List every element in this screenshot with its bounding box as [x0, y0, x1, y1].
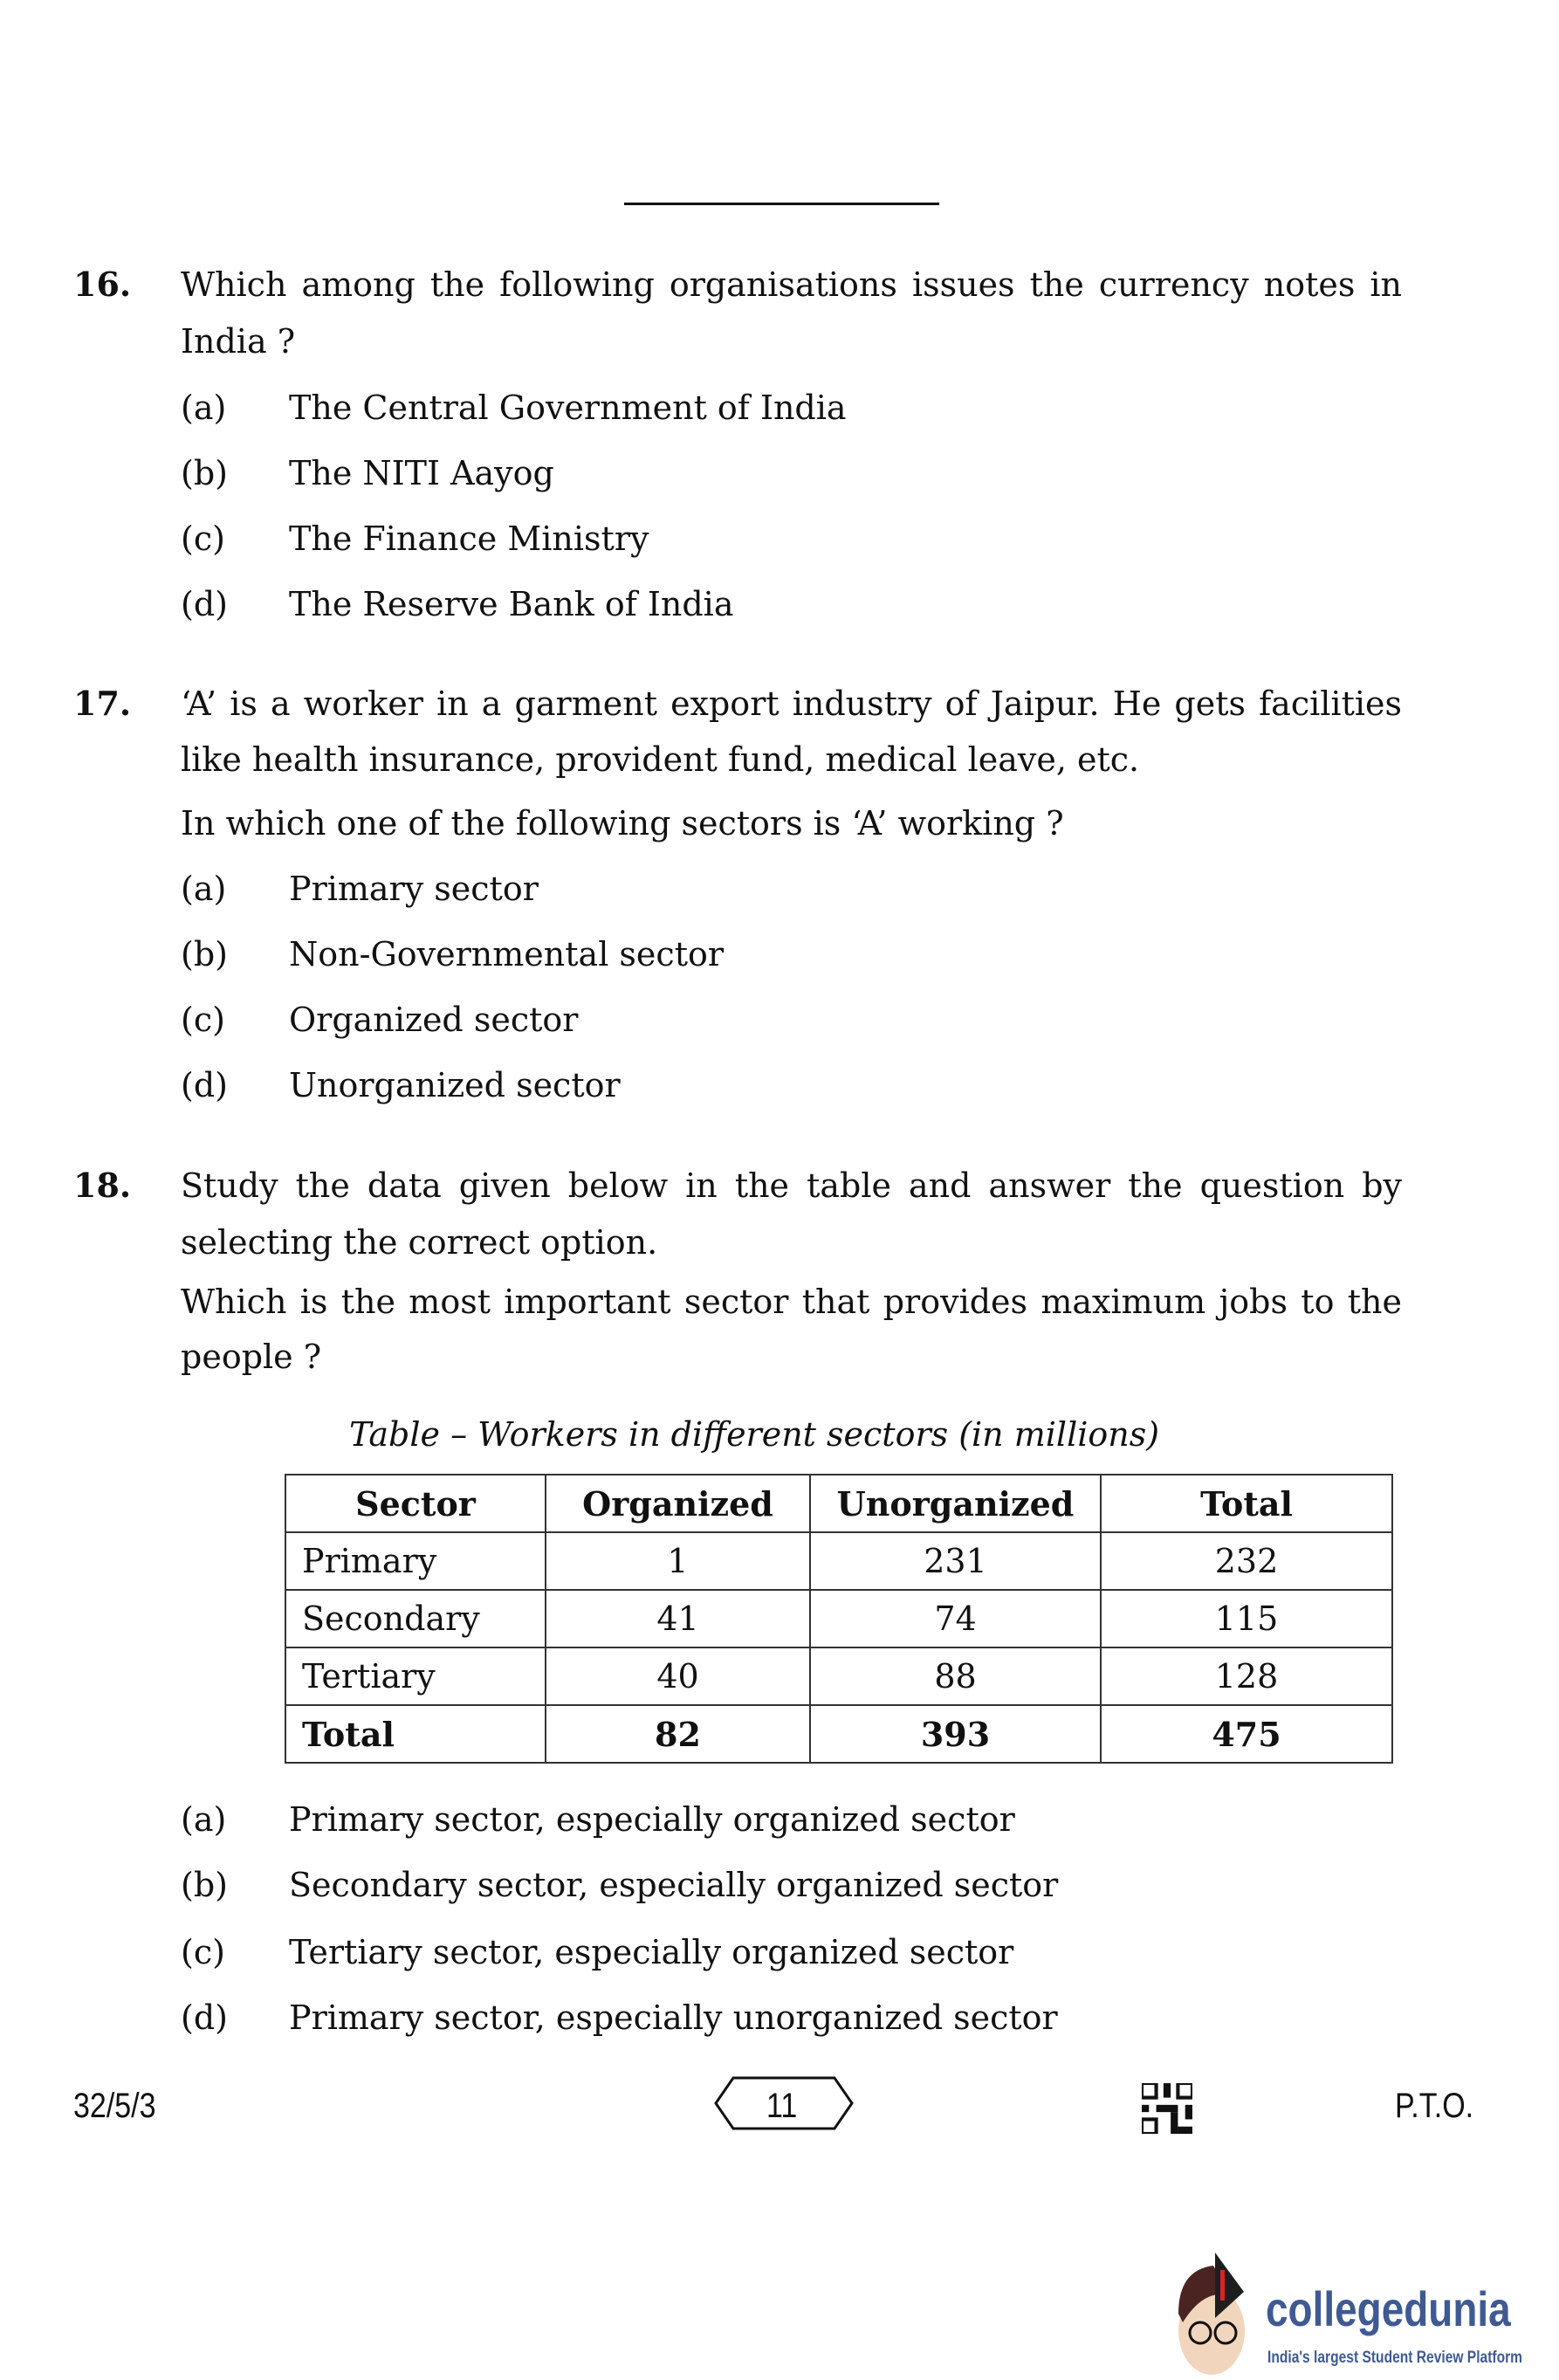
table-cell: Total — [285, 1705, 546, 1763]
qr-code-icon — [1142, 2083, 1192, 2134]
table-row — [285, 1590, 1392, 1647]
table-cell: 231 — [810, 1532, 1101, 1590]
option-text: Organized sector — [289, 1001, 579, 1039]
paper-code: 32/5/3 — [73, 2087, 156, 2125]
question-text: Which among the following organisations issues the currency notes in — [181, 265, 1402, 304]
option-text: Tertiary sector, especially organized sector — [289, 1933, 1014, 1971]
option-text: Unorganized sector — [289, 1066, 621, 1104]
table-cell: Primary — [285, 1532, 546, 1590]
question-text: Which is the most important sector that provides maximum jobs to the — [181, 1283, 1402, 1321]
option-text: Non-Governmental sector — [289, 935, 725, 973]
question-number: 16. — [73, 265, 132, 304]
workers-table — [285, 1474, 1393, 1764]
column-header: Unorganized — [810, 1475, 1101, 1532]
column-header: Total — [1101, 1475, 1392, 1532]
option-label: (a) — [181, 1800, 227, 1839]
table-cell: 41 — [546, 1590, 810, 1647]
option-text: The Finance Ministry — [289, 519, 649, 558]
question-text: India ? — [181, 322, 296, 361]
option-text: Primary sector, especially organized sector — [289, 1800, 1015, 1839]
table-cell: 1 — [546, 1532, 810, 1590]
table-cell: 232 — [1101, 1532, 1392, 1590]
option-label: (b) — [181, 935, 228, 973]
table-row — [285, 1532, 1392, 1590]
option-label: (c) — [181, 1933, 225, 1971]
table-cell: 74 — [810, 1590, 1101, 1647]
option-text: Secondary sector, especially organized sector — [289, 1866, 1059, 1904]
brand-tagline: India's largest Student Review Platform — [1267, 2349, 1523, 2367]
option-label: (a) — [181, 870, 227, 908]
question-text: In which one of the following sectors is ‘A’ working ? — [181, 804, 1064, 843]
option-label: (d) — [181, 585, 228, 623]
question-text: selecting the correct option. — [181, 1223, 658, 1262]
option-text: The NITI Aayog — [289, 454, 554, 492]
page-number: 11 — [766, 2087, 798, 2125]
option-label: (d) — [181, 1998, 228, 2037]
brand-name: collegedunia — [1266, 2281, 1511, 2336]
table-row — [285, 1647, 1392, 1705]
option-label: (b) — [181, 1866, 228, 1904]
table-cell: 40 — [546, 1647, 810, 1705]
top-rule — [624, 203, 939, 205]
option-label: (c) — [181, 519, 225, 558]
question-number: 17. — [73, 684, 132, 723]
option-text: Primary sector — [289, 870, 539, 908]
pto-text: P.T.O. — [1395, 2087, 1474, 2125]
table-total-row — [285, 1705, 1392, 1763]
option-label: (d) — [181, 1066, 228, 1104]
question-text: like health insurance, provident fund, medical leave, etc. — [181, 740, 1140, 779]
question-text: ‘A’ is a worker in a garment export industry of Jaipur. He gets facilities — [181, 684, 1402, 723]
column-header: Sector — [285, 1475, 546, 1532]
option-text: The Reserve Bank of India — [289, 585, 734, 623]
table-cell: 475 — [1101, 1705, 1392, 1763]
table-caption: Table – Workers in different sectors (in millions) — [349, 1415, 1160, 1454]
question-text: people ? — [181, 1338, 322, 1376]
option-label: (c) — [181, 1001, 225, 1039]
table-cell: Secondary — [285, 1590, 546, 1647]
mascot-logo-icon — [1161, 2253, 1266, 2380]
option-text: Primary sector, especially unorganized sector — [289, 1998, 1058, 2037]
option-label: (b) — [181, 454, 228, 492]
table-header-row — [285, 1475, 1392, 1532]
option-text: The Central Government of India — [289, 389, 847, 427]
table-cell: Tertiary — [285, 1647, 546, 1705]
table-cell: 88 — [810, 1647, 1101, 1705]
table-cell: 128 — [1101, 1647, 1392, 1705]
table-cell: 82 — [546, 1705, 810, 1763]
collegedunia-watermark — [1161, 2253, 1554, 2380]
table-cell: 115 — [1101, 1590, 1392, 1647]
option-label: (a) — [181, 389, 227, 427]
question-text: Study the data given below in the table and answer the question by — [181, 1166, 1402, 1205]
column-header: Organized — [546, 1475, 810, 1532]
question-number: 18. — [73, 1166, 132, 1205]
table-cell: 393 — [810, 1705, 1101, 1763]
